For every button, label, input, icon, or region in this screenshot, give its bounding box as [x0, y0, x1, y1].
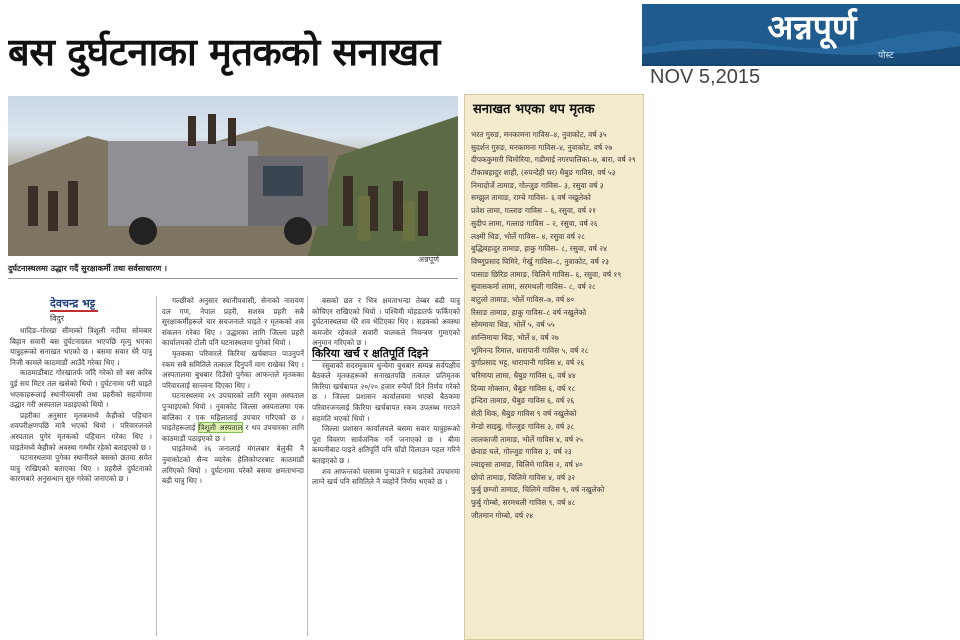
- deceased-list-item: छेवाङ घले, गोल्जुङ गाविस ३, वर्ष २३: [471, 447, 572, 457]
- deceased-list-item: सेती थिक, धैबुङ गाविस ९ वर्ष नखुलेको: [471, 409, 577, 419]
- article-column-1: [10, 326, 152, 638]
- deceased-list-item: छोपो तामाङ, चिलिमे गाविस ४, वर्ष ३२: [471, 472, 576, 482]
- deceased-list-item: सुदर्शन गुरुङ, मनकामना गाविस–४, नुवाकोट, वर्ष २७: [471, 142, 613, 152]
- deceased-list-item: दीपककुमारी चिमोरिया, गढीमाई नगरपालिका–७, बारा, वर्ष २९: [471, 155, 636, 165]
- masthead-title: अन्नपूर्ण: [767, 8, 857, 48]
- deceased-list-item: ल्वाङ्सा तामाङ, चिलिमे गाविस २, वर्ष ४०: [471, 459, 583, 469]
- deceased-list-item: सुदीप लामा, गत्लाङ गाविस – २, रसुवा, वर्ष २६: [471, 218, 598, 228]
- deceased-list-item: दिव्या मोक्तान, धैबुङ गाविस ६, वर्ष १८: [471, 383, 576, 393]
- deceased-list-item: टीकाबहादुर शाही, (रुपन्देही घर) धैबुङ गाविस, वर्ष ५३: [471, 168, 616, 178]
- sidebar-title: सनाखत भएका थप मृतक: [473, 102, 595, 117]
- byline-accent-bar: [50, 310, 98, 312]
- deceased-list-item: इन्दिरा तामाङ, धैबुङ गाविस ६, वर्ष २६: [471, 396, 575, 406]
- deceased-list-item: रिसाङ तामाङ, हाकु गाविस–८ वर्ष नखुलेको: [471, 307, 587, 317]
- deceased-list-item: दुर्गाप्रसाद भट्ट, धारापानी गाविस ४, वर्ष २६: [471, 358, 585, 368]
- deceased-list-item: सम्झुल तामाङ, राम्चे गाविस– ६ वर्ष नखुलेको: [471, 193, 591, 203]
- column-divider: [156, 296, 157, 636]
- news-photo: [8, 96, 458, 256]
- deceased-list-box: [464, 94, 644, 640]
- deceased-list-item: जीतमान गोम्बो, वर्ष २४: [471, 510, 534, 520]
- headline: बस दुर्घटनाका मृतकको सनाखत: [8, 30, 440, 74]
- deceased-list: [471, 129, 639, 522]
- paragraph: जिल्ला प्रशासन कार्यालयले बसमा सवार यात्रुहरूको पूरा विवरण सार्वजनिक गर्ने जनाएको छ । बीमा कम्पनीबाट पाइने क्षतिपूर्ति पनि चाँडो दिलाउन पहल गरिने बताइएको छ ।: [312, 424, 460, 465]
- deceased-list-item: सुवासकर्मा लामा, सरमथली गाविस– ८, वर्ष २८: [471, 282, 596, 292]
- byline: [50, 296, 160, 324]
- paragraph: घाइतेमध्ये २६ जनालाई मंगलबार बेलुकी नै नुवाकोटको सैन्य व्यारेक हेलिकोप्टरबाट काठमाडौं लगिएको थियो । दुर्घटनामा परेको बसमा क्षमताभन्दा बढी यात्रु थिए ।: [162, 444, 304, 486]
- deceased-list-item: प्रवेश लामा, गत्लाङ गाविस – ६, रसुवा, वर्ष २१: [471, 206, 597, 216]
- paragraph: काठमाडौंबाट गोरखातर्फ जाँदै गरेको सो बस करिब दुई सय मिटर तल खसेको थियो । दुर्घटनामा परी घाइते भएकाहरूलाई स्थानीयवासी तथा प्रहरीको सहयोगमा उद्धार गरी अस्पताल पठाइएको थियो ।: [10, 368, 152, 410]
- deceased-list-item: फुर्बु छम्जो तामाङ, चिलिमे गाविस ९, वर्ष नखुलेको: [471, 485, 605, 495]
- highlighted-text: त्रिशूली अस्पताल: [198, 423, 243, 433]
- subheading: किरिया खर्च र क्षतिपूर्ति दिइने: [312, 349, 460, 361]
- byline-place: विदुर: [50, 314, 65, 323]
- divider: [8, 278, 458, 279]
- byline-name: देवचन्द्र भट्ट: [50, 297, 96, 310]
- paragraph-text: घटनास्थलमा २९ उपचारको लागि रसुवा अस्पताल पुऱ्याइएको थियो । नुवाकोट जिल्ला अस्पतालमा एक बालिका र एक महिलालाई उपचार गरिएको छ । घाइतेहरूलाई: [162, 391, 304, 433]
- paragraph: [162, 391, 304, 444]
- deceased-list-item: भरत गुरुङ, मनकामना गाविस–४, नुवाकोट, वर्ष ३५: [471, 130, 607, 139]
- deceased-list-item: शान्तिमाया थिङ, भोर्ले ४, वर्ष २७: [471, 333, 559, 342]
- deceased-list-item: बाटुलो तामाङ, भोर्ले गाविस–७, वर्ष ४०: [471, 294, 575, 304]
- publication-date: NOV 5,2015: [650, 66, 761, 88]
- paragraph: बसको छत र भित्र क्षमताभन्दा तेब्बर बढी यात्रु कोचिएर राखिएको थियो । पश्चिमी मोहडातर्फ फर्किएको दुर्घटनास्थलमा धेरै शव भेटिएका थिए । सडकको अवस्था कमजोर रहेकाले सवारी चालकले नियन्त्रण गुमाएको अनुमान गरिएको छ ।: [312, 296, 460, 348]
- paragraph: प्रहरीका अनुसार मृतकमध्ये केहीको पहिचान शवपरीक्षणपछि मात्रै भएको थियो । परिवारजनले अस्पताल पुगेर मृतकको पहिचान गरेका थिए । घाइतेमध्ये केहीको अवस्था गम्भीर रहेको बताइएको छ ।: [10, 410, 152, 452]
- deceased-list-item: लालकाजी तामाङ, भोर्ले गाविस ४, वर्ष २५: [471, 434, 584, 444]
- paragraph: गल्छीको अनुसार स्थानीयवासी, सेनाको नारायण दल गण, नेपाल प्रहरी, सशस्त्र प्रहरी सबै सुरक्षाकर्मीहरूले चार सयजनाले घाइते र मृतकको शव संकलन गरेका थिए । उद्धारका लागि जिल्ला प्रहरी कार्यालयको टोली पनि घटनास्थलमा पुगेको थियो ।: [162, 296, 304, 348]
- deceased-list-item: फुर्बु गोम्बो, सरमथली गाविस ९, वर्ष ४८: [471, 497, 576, 507]
- paragraph: घटनास्थलमा पुगेका स्थानीयले बसको छतमा समेत यात्रु राखिएको बताएका थिए । प्रहरीले दुर्घटनाको कारणबारे अनुसन्धान सुरु गरेको जनाएको छ ।: [10, 453, 152, 484]
- accident-scene-image: [8, 96, 458, 256]
- deceased-list-item: सोममाया थिङ, भोर्ले ५, वर्ष ५५: [471, 320, 555, 330]
- deceased-list-item: लक्ष्मी थिङ, भोर्ले गाविस– ४, रसुवा वर्ष २८: [471, 231, 585, 241]
- deceased-list-item: भूमिनन्द रिमाल, धारापानी गाविस ५, वर्ष २८: [471, 345, 589, 355]
- photo-caption: दुर्घटनास्थलमा उद्धार गर्दै सुरक्षाकर्मी तथा सर्वसाधारण ।: [8, 264, 168, 273]
- deceased-list-item: पासाङ छिरिङ तामाङ, चिलिमे गाविस– ६, रसुवा, वर्ष १९: [471, 269, 622, 279]
- photo-credit: अन्नपूर्ण: [418, 255, 439, 264]
- column-divider: [307, 296, 308, 636]
- paragraph: शव आफन्तको घरसम्म पुऱ्याउने र घाइतेको उपचारमा लाग्ने खर्च पनि समितिले नै व्यहोर्ने निर्णय भएको छ ।: [312, 466, 460, 487]
- paragraph-text: र थप उपचारका लागि काठमाडौं पठाइएको छ ।: [162, 423, 304, 443]
- masthead-logo: [642, 4, 960, 66]
- deceased-list-item: मेन्डो साइबु, गोल्जुङ गाविस ३, वर्ष ३८: [471, 421, 575, 431]
- deceased-list-item: निमादोर्जे तामाङ, गोल्जुङ गाविस– ३, रसुवा वर्ष ३: [471, 180, 604, 190]
- masthead-subtitle: पोस्ट: [878, 51, 894, 61]
- paragraph: धादिङ–गोरखा सीमाको त्रिशूली नदीमा सोमबार बिहान सवारी बस दुर्घटनाग्रस्त भएपछि मृत्यु भएका यात्रुहरूको सनाखत भएको छ । बसमा सवार धेरै यात्रु निजी कामले काठमाडौं आउँदै गरेका थिए ।: [10, 326, 152, 367]
- article-column-3: [312, 296, 460, 638]
- deceased-list-item: बुद्धिबहादुर तामाङ, हाकु गाविस– ८, रसुवा, वर्ष २४: [471, 244, 607, 254]
- paragraph: रसुवाको सदरमुकाम धुन्चेमा बुधबार सम्पन्न सर्वपक्षीय बैठकले मृतकहरूको सनाखतपछि तत्काल प्रतिमृतक किरिया खर्चबापत २०/२० हजार रुपैयाँ दिने निर्णय गरेको छ । जिल्ला प्रशासन कार्यालयमा भएको बैठकमा परिवारजनलाई किरिया खर्चबापत रकम उपलब्ध गराउने सहमति भएको थियो ।: [312, 360, 460, 423]
- article-column-2: [162, 296, 304, 638]
- paragraph: मृतकका परिवारले किरिया खर्चबापत पाउनुपर्ने रकम सबै समितिले तत्काल दिनुपर्ने माग राखेका थिए । अस्पतालमा बुधबार दिउँसो पुगेका आफन्तले मृतकका परिवारलाई सान्त्वना दिएका थिए ।: [162, 348, 304, 390]
- deceased-list-item: चरिमाया लामा, धैबुङ गाविस ६, वर्ष ४४: [471, 371, 576, 381]
- deceased-list-item: विष्णुप्रसाद घिमिरे, गेर्खु गाविस–८, नुवाकोट, वर्ष २३: [471, 256, 609, 266]
